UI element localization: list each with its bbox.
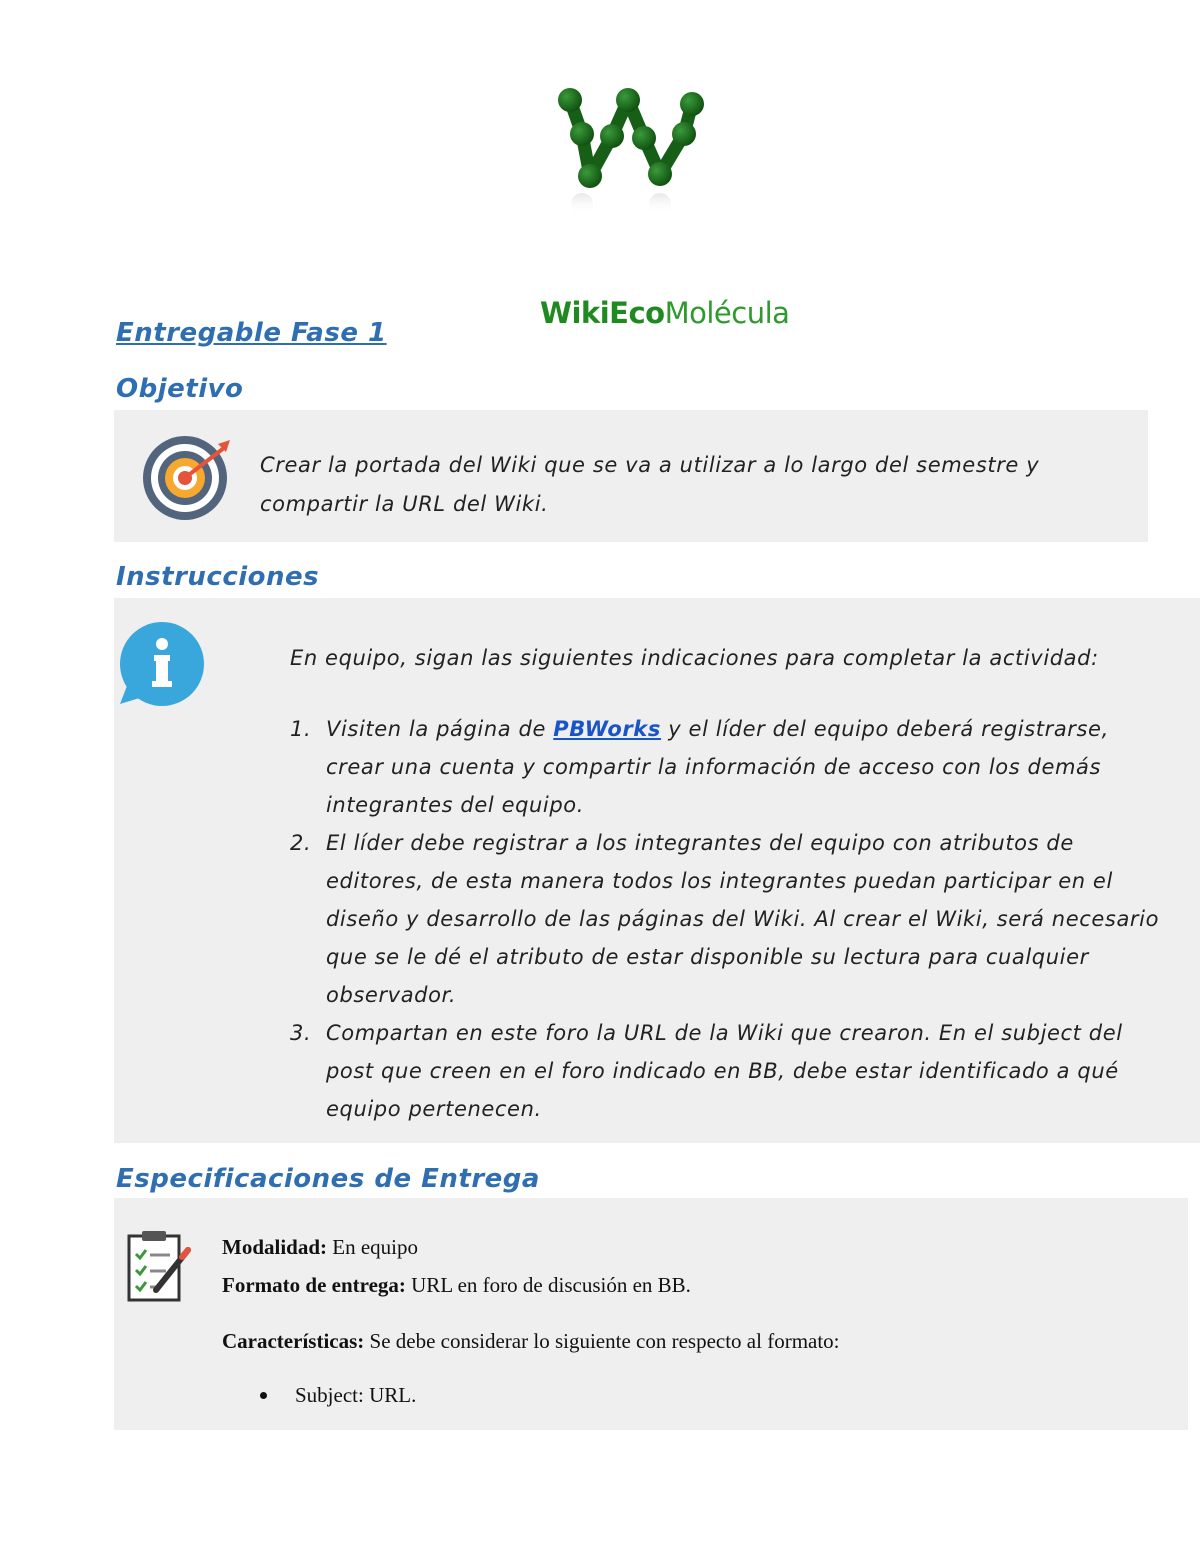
list-item-number: 3.: [290, 1021, 312, 1045]
page-title: Entregable Fase 1: [116, 318, 387, 348]
especificaciones-content: [222, 1228, 840, 1414]
formato-line: Formato de entrega: URL en foro de discusión en BB.: [222, 1273, 691, 1297]
caracteristicas-line: Características: Se debe considerar lo siguiente con respecto al formato:: [222, 1329, 840, 1353]
especificaciones-box: [114, 1198, 1188, 1430]
pbworks-link[interactable]: PBWorks: [553, 717, 661, 741]
objetivo-text: Crear la portada del Wiki que se va a utilizar a lo largo del semestre y compartir la URL del Wiki.: [260, 453, 1040, 516]
list-item: [290, 1014, 1170, 1128]
objetivo-heading: Objetivo: [116, 374, 244, 404]
modalidad-line: Modalidad: En equipo: [222, 1235, 419, 1259]
list-item-text: El líder debe registrar a los integrantes del equipo con atributos de editores, de esta manera todos los integrantes puedan participar en el diseño y desarrollo de las páginas del Wiki. Al crear el Wiki, será necesario que se le dé el atributo de estar disponible su lectura para cualquier observador.: [326, 831, 1160, 1007]
info-icon: [116, 620, 208, 712]
instrucciones-box: [114, 598, 1200, 1143]
especificaciones-heading: Especificaciones de Entrega: [116, 1164, 540, 1194]
list-item-number: 2.: [290, 831, 312, 855]
list-item: [290, 710, 1170, 824]
list-item-text: Compartan en este foro la URL de la Wiki que crearon. En el subject del post que creen en el foro indicado en BB, debe estar identificado a qué equipo pertenecen.: [326, 1021, 1123, 1121]
logo-wordmark: WikiEcoMolécula: [540, 296, 790, 330]
instrucciones-intro: En equipo, sigan las siguientes indicaciones para completar la actividad:: [290, 646, 1099, 670]
list-item-number: 1.: [290, 717, 312, 741]
instrucciones-heading: Instrucciones: [116, 562, 320, 592]
clipboard-checklist-icon: [126, 1228, 196, 1304]
objetivo-box: [114, 410, 1148, 542]
instrucciones-list: [290, 710, 1170, 1128]
molecule-w-icon: [552, 86, 768, 286]
list-item-text: Visiten la página de PBWorks y el líder del equipo deberá registrarse, crear una cuenta y compartir la información de acceso con los demás integrantes del equipo.: [326, 717, 1109, 817]
bullet-icon: [260, 1392, 267, 1399]
list-item: Subject: URL.: [260, 1376, 840, 1414]
wikiecomolecula-logo: [540, 80, 790, 330]
list-item: [290, 824, 1170, 1014]
target-icon: [140, 430, 236, 526]
